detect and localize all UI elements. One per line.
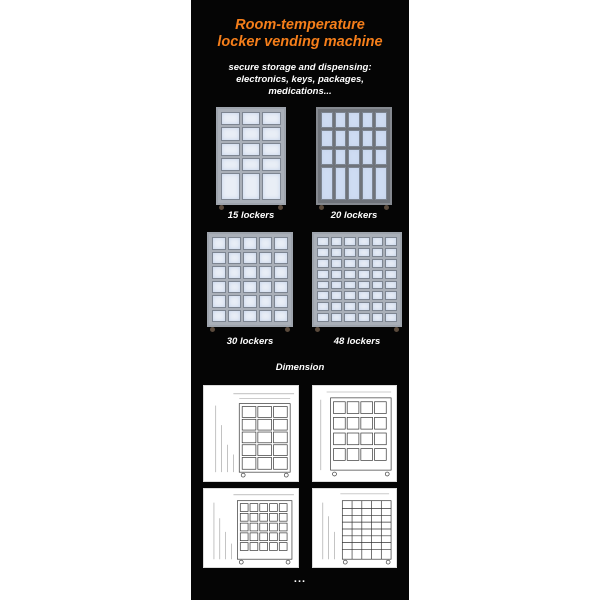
locker-door: [385, 270, 397, 279]
locker-door: [317, 302, 329, 311]
locker-door: [221, 143, 240, 156]
locker-door: [242, 112, 261, 125]
subtitle-line-3: medications...: [268, 86, 332, 97]
locker-door: [274, 252, 288, 265]
dimension-drawing-20: [312, 385, 397, 482]
locker-15-label: 15 lockers: [227, 210, 275, 221]
locker-door: [274, 281, 288, 294]
locker-door: [242, 127, 261, 140]
locker-door: [317, 291, 329, 300]
locker-door: [317, 237, 329, 246]
locker-door: [243, 266, 257, 279]
locker-door: [372, 248, 384, 257]
locker-door: [317, 270, 329, 279]
locker-door: [259, 252, 273, 265]
subtitle-line-1: secure storage and dispensing:: [228, 62, 372, 73]
locker-door: [228, 252, 242, 265]
locker-door: [259, 295, 273, 308]
locker-20-image: [316, 107, 392, 210]
locker-door: [372, 270, 384, 279]
page-subtitle: [191, 62, 409, 98]
locker-door: [344, 237, 356, 246]
locker-door: [321, 130, 333, 146]
subtitle-line-2: electronics, keys, packages,: [236, 74, 364, 85]
locker-30-image: [207, 232, 293, 332]
locker-door: [317, 313, 329, 322]
locker-door: [375, 167, 387, 200]
locker-door: [344, 270, 356, 279]
locker-door: [344, 248, 356, 257]
locker-door: [385, 291, 397, 300]
locker-door: [335, 149, 347, 165]
locker-door: [212, 266, 226, 279]
locker-door: [335, 130, 347, 146]
locker-door: [331, 313, 343, 322]
locker-door: [221, 112, 240, 125]
locker-door: [362, 130, 374, 146]
locker-door: [375, 130, 387, 146]
title-line-1: Room-temperature: [235, 17, 365, 33]
locker-door: [344, 259, 356, 268]
locker-door: [344, 313, 356, 322]
locker-door: [344, 291, 356, 300]
locker-door: [358, 237, 370, 246]
locker-door: [358, 313, 370, 322]
locker-door: [385, 281, 397, 290]
locker-door: [372, 259, 384, 268]
locker-door: [331, 237, 343, 246]
page-title: [191, 17, 409, 51]
locker-door: [262, 158, 281, 171]
locker-door: [321, 112, 333, 128]
locker-door: [331, 259, 343, 268]
locker-door: [259, 281, 273, 294]
locker-door: [348, 112, 360, 128]
locker-door: [335, 112, 347, 128]
locker-door: [212, 237, 226, 250]
dimension-heading: Dimension: [275, 362, 325, 373]
locker-door: [344, 281, 356, 290]
locker-door: [348, 167, 360, 200]
locker-door: [243, 295, 257, 308]
locker-door: [375, 112, 387, 128]
locker-door: [344, 302, 356, 311]
locker-door: [375, 149, 387, 165]
locker-door: [242, 143, 261, 156]
locker-door: [274, 295, 288, 308]
dimension-drawing-48: [312, 488, 397, 568]
locker-door: [331, 291, 343, 300]
locker-door: [331, 281, 343, 290]
locker-door: [372, 291, 384, 300]
locker-door: [221, 127, 240, 140]
locker-door: [358, 259, 370, 268]
locker-door: [259, 310, 273, 323]
locker-door: [358, 281, 370, 290]
dimension-drawing-30: [203, 488, 299, 568]
locker-door: [221, 173, 240, 200]
locker-door: [262, 143, 281, 156]
dimension-drawing-15: [203, 385, 299, 482]
locker-door: [362, 112, 374, 128]
locker-door: [362, 167, 374, 200]
locker-20-label: 20 lockers: [330, 210, 378, 221]
locker-door: [228, 310, 242, 323]
locker-door: [385, 313, 397, 322]
locker-door: [212, 252, 226, 265]
locker-door: [262, 112, 281, 125]
locker-15-image: [216, 107, 286, 210]
locker-door: [348, 130, 360, 146]
locker-door: [385, 302, 397, 311]
locker-door: [358, 291, 370, 300]
locker-door: [331, 302, 343, 311]
locker-door: [228, 281, 242, 294]
locker-48-label: 48 lockers: [333, 336, 381, 347]
locker-door: [274, 266, 288, 279]
locker-door: [274, 310, 288, 323]
locker-door: [358, 302, 370, 311]
locker-door: [358, 270, 370, 279]
locker-door: [317, 281, 329, 290]
locker-door: [358, 248, 370, 257]
locker-door: [243, 237, 257, 250]
locker-door: [243, 281, 257, 294]
locker-door: [385, 248, 397, 257]
locker-door: [331, 270, 343, 279]
more-indicator: ...: [293, 573, 307, 585]
locker-door: [274, 237, 288, 250]
locker-door: [331, 248, 343, 257]
locker-door: [243, 310, 257, 323]
locker-door: [348, 149, 360, 165]
locker-door: [221, 158, 240, 171]
locker-door: [262, 173, 281, 200]
locker-door: [262, 127, 281, 140]
product-panel: [191, 0, 409, 600]
locker-door: [228, 237, 242, 250]
locker-door: [259, 266, 273, 279]
locker-door: [385, 259, 397, 268]
locker-door: [242, 158, 261, 171]
title-line-2: locker vending machine: [217, 34, 383, 50]
locker-door: [228, 295, 242, 308]
locker-door: [259, 237, 273, 250]
locker-door: [321, 167, 333, 200]
locker-door: [321, 149, 333, 165]
locker-door: [212, 281, 226, 294]
locker-door: [212, 310, 226, 323]
locker-door: [242, 173, 261, 200]
locker-48-image: [312, 232, 402, 332]
locker-door: [362, 149, 374, 165]
locker-door: [243, 252, 257, 265]
locker-door: [212, 295, 226, 308]
locker-door: [372, 313, 384, 322]
locker-door: [372, 237, 384, 246]
locker-door: [372, 302, 384, 311]
locker-door: [317, 259, 329, 268]
locker-30-label: 30 lockers: [226, 336, 274, 347]
locker-door: [317, 248, 329, 257]
locker-door: [228, 266, 242, 279]
locker-door: [385, 237, 397, 246]
locker-door: [335, 167, 347, 200]
locker-door: [372, 281, 384, 290]
